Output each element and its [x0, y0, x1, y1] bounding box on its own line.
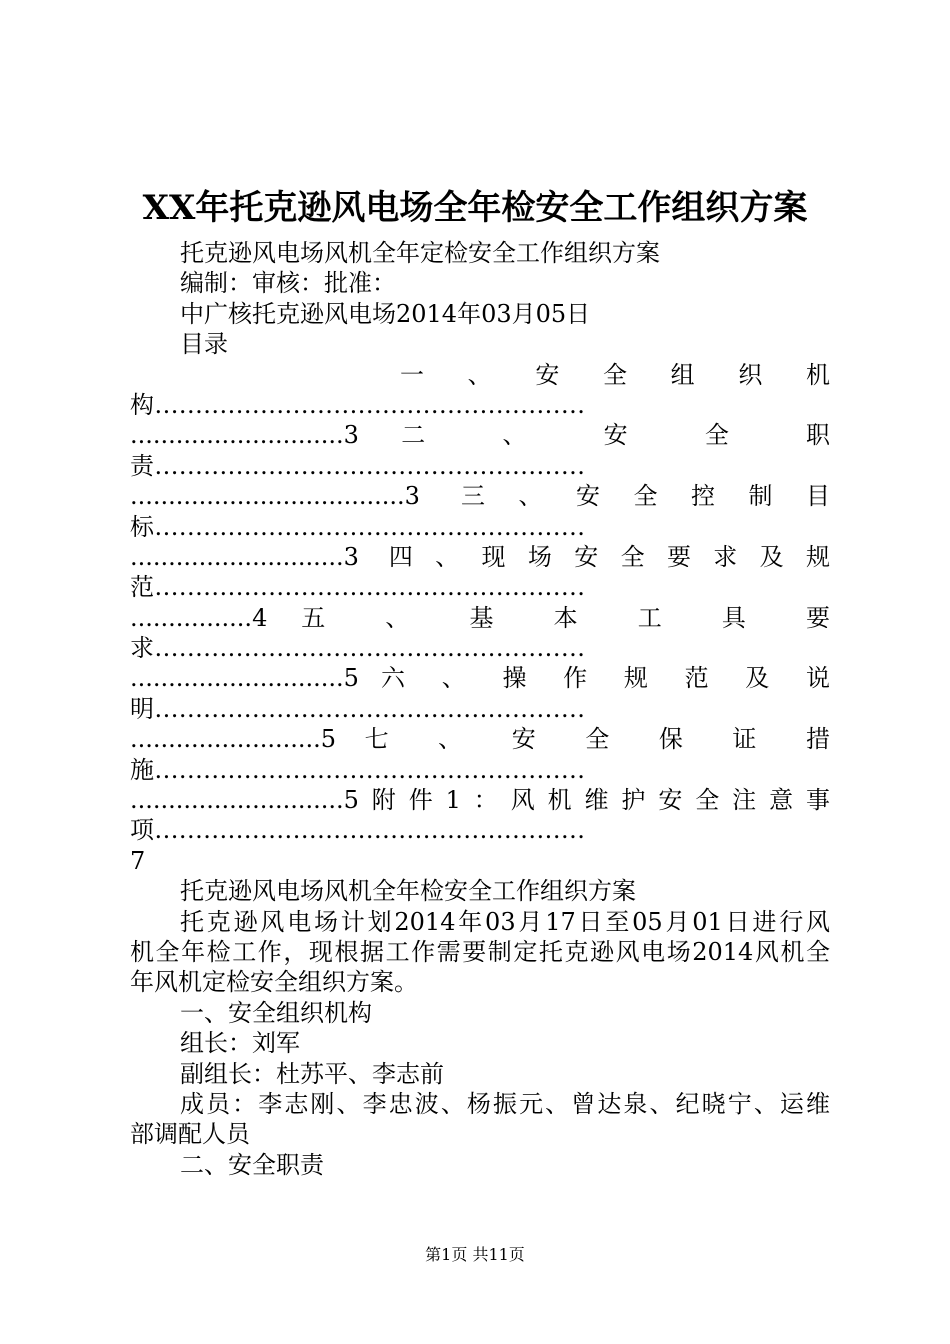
toc-line: 求.....................................................: [130, 634, 586, 663]
toc-line: ............................3 二 、 安 全 职: [130, 421, 830, 450]
section-heading: 二、安全职责: [180, 1150, 324, 1179]
paragraph-line: 机全年检工作，现根据工作需要制定托克逊风电场2014风机全: [130, 937, 830, 966]
paragraph-line: 年风机定检安全组织方案。: [130, 968, 418, 997]
toc-line: 一 、 安 全 组 织 机: [400, 360, 830, 389]
date-line: 中广核托克逊风电场2014年03月05日: [180, 299, 591, 328]
toc-line: ............................5附件1：风机维护安全注意事: [130, 786, 830, 815]
toc-line: ................4 五 、 基 本 工 具 要: [130, 603, 830, 632]
toc-line: ............................5 六 、 操 作 规 范 及 说: [130, 664, 830, 693]
toc-line: ............................3 四、现场安全要求及规: [130, 542, 830, 571]
document-title: XX年托克逊风电场全年检安全工作组织方案: [142, 188, 808, 228]
toc-line: ....................................3 三、安全控制目: [130, 482, 830, 511]
section-heading: 一、安全组织机构: [180, 998, 372, 1027]
toc-line: 明.....................................................: [130, 694, 586, 723]
toc-line: .........................5 七 、 安 全 保 证 措: [130, 725, 830, 754]
toc-line: 项.....................................................: [130, 816, 586, 845]
toc-line: 施.....................................................: [130, 755, 586, 784]
toc-line: 构.....................................................: [130, 390, 586, 419]
paragraph-line: 成员：李志刚、李忠波、杨振元、曾达泉、纪晓宁、运维: [180, 1089, 830, 1118]
editor-line: 编制：审核：批准：: [180, 269, 396, 298]
toc-line: 范.....................................................: [130, 573, 586, 602]
toc-line: 7: [130, 846, 146, 875]
paragraph-line: 组长：刘军: [180, 1029, 300, 1058]
paragraph-line: 副组长：杜苏平、李志前: [180, 1059, 444, 1088]
section-title: 托克逊风电场风机全年检安全工作组织方案: [180, 877, 636, 906]
paragraph-line: 托克逊风电场计划2014年03月17日至05月01日进行风: [180, 907, 830, 936]
paragraph-line: 部调配人员: [130, 1120, 250, 1149]
toc-heading: 目录: [180, 330, 228, 359]
page-footer: 第1页 共11页: [425, 1245, 525, 1264]
toc-line: 标.....................................................: [130, 512, 586, 541]
document-body: [130, 238, 830, 1180]
toc-line: 责.....................................................: [130, 451, 586, 480]
subtitle-line: 托克逊风电场风机全年定检安全工作组织方案: [180, 239, 660, 267]
